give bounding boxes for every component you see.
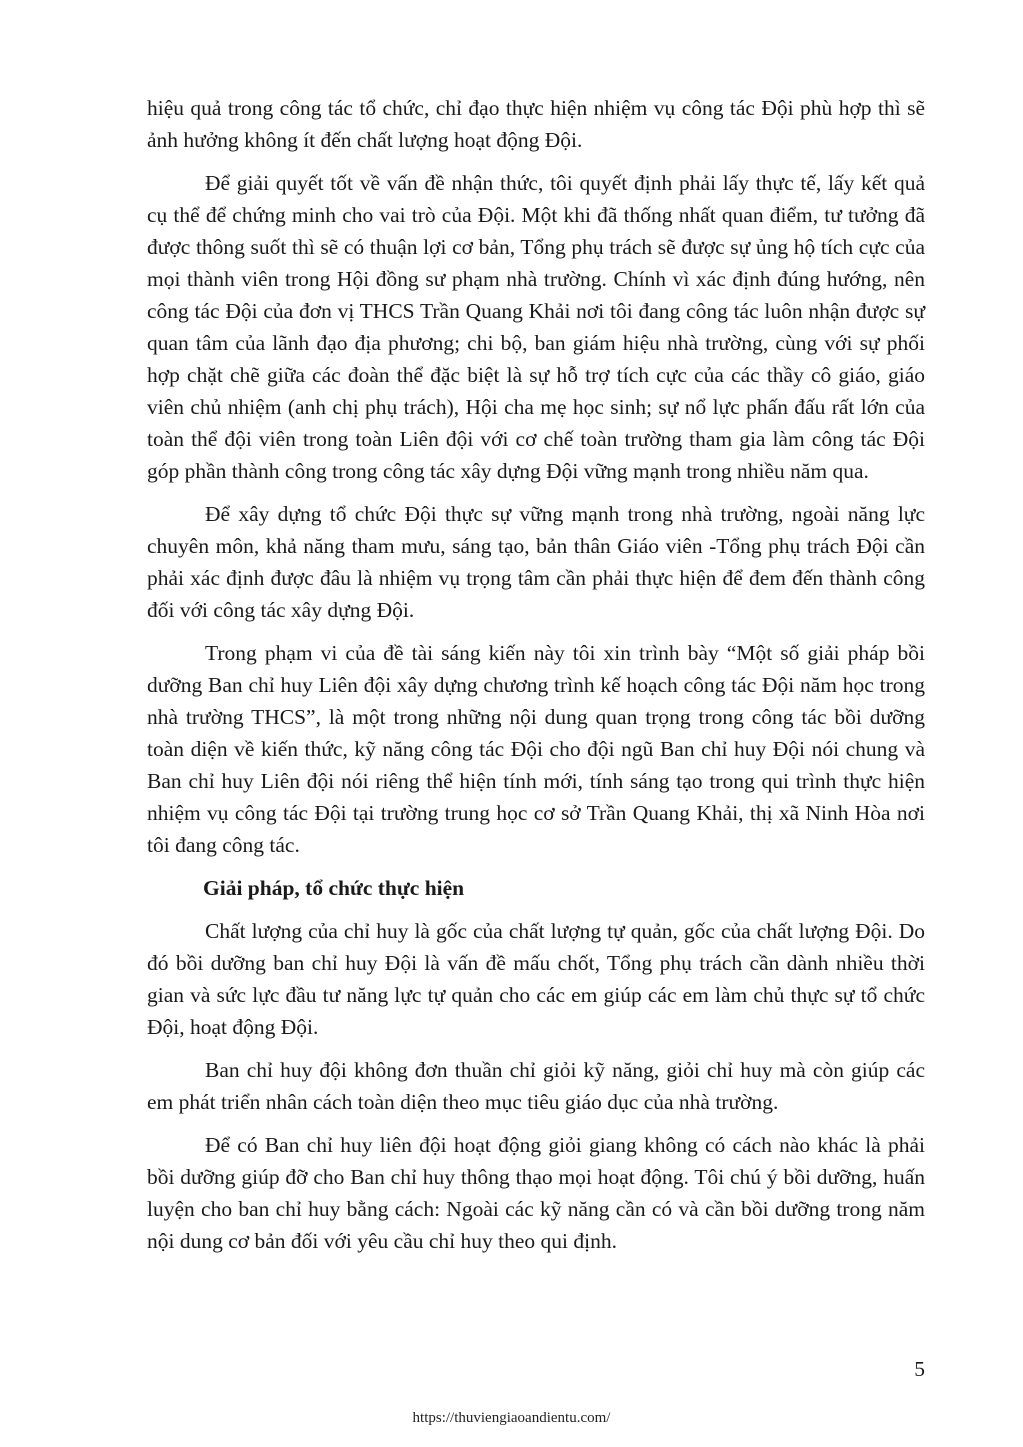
paragraph-3: Để xây dựng tổ chức Đội thực sự vững mạnh trong nhà trường, ngoài năng lực chuyên môn, khả năng tham mưu, sáng tạo, bản thân Giáo viên -Tổng phụ trách Đội cần phải xác định được đâu là nhiệm vụ trọng tâm cần phải thực hiện để đem đến thành công đối với công tác xây dựng Đội. (147, 502, 925, 622)
paragraph-1: hiệu quả trong công tác tổ chức, chỉ đạo thực hiện nhiệm vụ công tác Đội phù hợp thì sẽ ảnh hưởng không ít đến chất lượng hoạt động Đội. (147, 96, 925, 152)
paragraph-4: Trong phạm vi của đề tài sáng kiến này tôi xin trình bày “Một số giải pháp bồi dưỡng Ban chỉ huy Liên đội xây dựng chương trình kế hoạch công tác Đội năm học trong nhà trường THCS”, là một trong những nội dung quan trọng trong công tác bồi dưỡng toàn diện về kiến thức, kỹ năng công tác Đội cho đội ngũ Ban chỉ huy Đội nói chung và Ban chỉ huy Liên đội nói riêng thể hiện tính mới, tính sáng tạo trong qui trình thực hiện nhiệm vụ công tác Đội tại trường trung học cơ sở Trần Quang Khải, thị xã Ninh Hòa nơi tôi đang công tác. (147, 641, 925, 857)
document-body (147, 92, 925, 1268)
page-number: 5 (914, 1357, 925, 1381)
paragraph-7: Để có Ban chỉ huy liên đội hoạt động giỏi giang không có cách nào khác là phải bồi dưỡng giúp đỡ cho Ban chỉ huy thông thạo mọi hoạt động. Tôi chú ý bồi dưỡng, huấn luyện cho ban chỉ huy bằng cách: Ngoài các kỹ năng cần có và cần bồi dưỡng trong năm nội dung cơ bản đối với yêu cầu chỉ huy theo qui định. (147, 1133, 925, 1253)
paragraph-6: Ban chỉ huy đội không đơn thuần chỉ giỏi kỹ năng, giỏi chỉ huy mà còn giúp các em phát triển nhân cách toàn diện theo mục tiêu giáo dục của nhà trường. (147, 1058, 925, 1114)
paragraph-5: Chất lượng của chỉ huy là gốc của chất lượng tự quản, gốc của chất lượng Đội. Do đó bồi dưỡng ban chỉ huy Đội là vấn đề mấu chốt, Tổng phụ trách cần dành nhiều thời gian và sức lực đầu tư năng lực tự quản cho các em giúp các em làm chủ thực sự tổ chức Đội, hoạt động Đội. (147, 919, 925, 1039)
footer-url[interactable]: https://thuviengiaoandientu.com/ (412, 1410, 611, 1426)
paragraph-2: Để giải quyết tốt về vấn đề nhận thức, tôi quyết định phải lấy thực tế, lấy kết quả cụ thể để chứng minh cho vai trò của Đội. Một khi đã thống nhất quan điểm, tư tưởng đã được thông suốt thì sẽ có thuận lợi cơ bản, Tổng phụ trách sẽ được sự ủng hộ tích cực của mọi thành viên trong Hội đồng sư phạm nhà trường. Chính vì xác định đúng hướng, nên công tác Đội của đơn vị THCS Trần Quang Khải nơi tôi đang công tác luôn nhận được sự quan tâm của lãnh đạo địa phương; chi bộ, ban giám hiệu nhà trường, cùng với sự phối hợp chặt chẽ giữa các đoàn thể đặc biệt là sự hỗ trợ tích cực của các thầy cô giáo, giáo viên chủ nhiệm (anh chị phụ trách), Hội cha mẹ học sinh; sự nổ lực phấn đấu rất lớn của toàn thể đội viên trong toàn Liên đội với cơ chế toàn trường tham gia làm công tác Đội góp phần thành công trong công tác xây dựng Đội vững mạnh trong nhiều năm qua. (147, 171, 925, 483)
section-heading: Giải pháp, tổ chức thực hiện (203, 876, 465, 900)
